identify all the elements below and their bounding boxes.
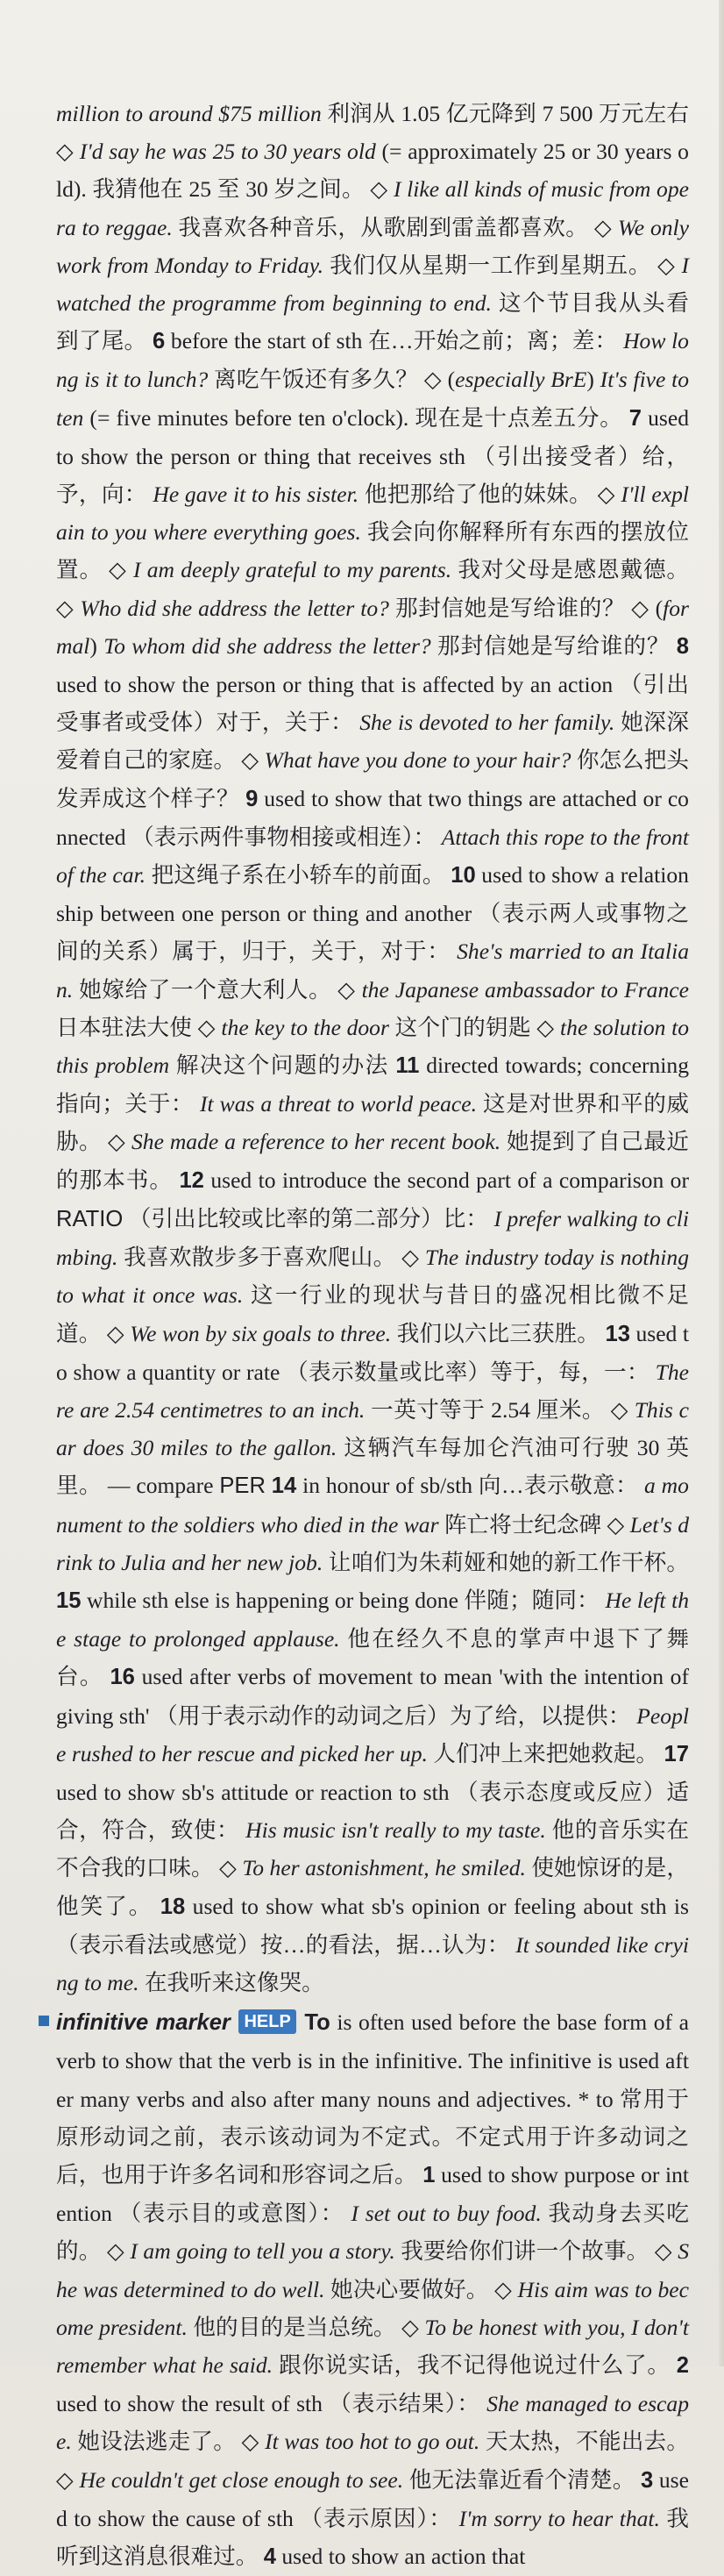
example-sentence: I'd say he was 25 to 30 years old bbox=[79, 139, 376, 165]
example-sentence: What have you done to your hair? bbox=[264, 747, 571, 774]
definition-text: used to show the cause of sth （表示原因）： bbox=[56, 2466, 689, 2531]
sense-number: 14 bbox=[271, 1474, 297, 1499]
definition-text: 阵亡将士纪念碑 ◇ bbox=[438, 1511, 630, 1538]
definition-text: 我动身去买吃的。 ◇ bbox=[56, 2201, 689, 2265]
sense-number: 3 bbox=[641, 2467, 654, 2493]
sense-number: 17 bbox=[664, 1741, 689, 1766]
example-sentence: a monument to the soldiers who died in the war bbox=[56, 1473, 689, 1538]
cross-reference: RATIO bbox=[56, 1206, 124, 1231]
example-sentence: To be honest with you, I don't remember what he said. bbox=[56, 2314, 689, 2378]
definition-text: used to show sb's attitude or reaction to sth （表示态度或反应）适合，符合，致使： bbox=[56, 1779, 689, 1844]
example-sentence: I watched the programme from beginning to end. bbox=[56, 252, 689, 317]
sense-number: 15 bbox=[56, 1588, 82, 1613]
example-sentence: She was determined to do well. bbox=[56, 2238, 689, 2302]
page-edge-shadow bbox=[719, 0, 724, 2366]
example-sentence: To her astonishment, he smiled. bbox=[242, 1855, 526, 1881]
example-sentence: I set out to buy food. bbox=[351, 2201, 542, 2227]
example-sentence: She made a reference to her recent book. bbox=[131, 1129, 501, 1155]
sense-number: 18 bbox=[160, 1894, 186, 1919]
example-sentence: Who did she address the letter to? bbox=[80, 595, 389, 621]
definition-text: ) bbox=[586, 367, 600, 393]
definition-text: used to show purpose or intention （表示目的或意图）： bbox=[56, 2161, 689, 2227]
definition-text: used after verbs of movement to mean 'with the intention of giving sth' （用于表示动作的动词之后）为了给，以提供： bbox=[56, 1664, 689, 1729]
definition-text: 她提到了自己最近的那本书。 bbox=[56, 1129, 690, 1193]
definition-text: 这个节目我从头看到了尾。 bbox=[56, 290, 689, 354]
definition-text: used to show the person or thing that is affected by an action （引出受事者或受体）对于，关于： bbox=[56, 672, 689, 736]
definition-text: 我们以六比三获胜。 bbox=[391, 1320, 606, 1346]
example-sentence: We only work from Monday to Friday. bbox=[56, 214, 690, 278]
definition-text: ) bbox=[89, 632, 104, 659]
example-sentence: He left the stage to prolonged applause. bbox=[56, 1587, 689, 1652]
sense-number: 2 bbox=[676, 2352, 689, 2378]
definition-text: 他无法靠近看个清楚。 bbox=[403, 2466, 642, 2493]
definition-text: 解决这个问题的办法 bbox=[169, 1053, 396, 1079]
example-sentence: She managed to escape. bbox=[56, 2391, 689, 2455]
example-sentence: Attach this rope to the front of the car. bbox=[56, 824, 690, 888]
example-sentence: She is devoted to her family. bbox=[359, 710, 615, 736]
definition-text: 离吃午饭还有多久？ ◇ ( bbox=[208, 367, 456, 393]
example-sentence: It's five to ten bbox=[56, 367, 690, 431]
definition-text: 这是对世界和平的威胁。 ◇ bbox=[56, 1091, 689, 1155]
help-badge: HELP bbox=[238, 2009, 295, 2034]
definition-text: 我对父母是感恩戴德。 ◇ bbox=[56, 557, 689, 621]
example-sentence: His aim was to become president. bbox=[56, 2276, 689, 2340]
example-sentence: It was too hot to go out. bbox=[265, 2429, 480, 2455]
definition-text: 这一行业的现状与昔日的盛况相比微不足道。 ◇ bbox=[56, 1282, 689, 1346]
example-sentence: especially BrE bbox=[455, 367, 587, 393]
example-sentence: His music isn't really to my taste. bbox=[245, 1817, 546, 1844]
infinitive-marker-senses bbox=[56, 2009, 689, 2569]
sense-number: 8 bbox=[676, 633, 689, 659]
sense-number: 11 bbox=[395, 1053, 420, 1079]
example-sentence: I prefer walking to climbing. bbox=[56, 1205, 689, 1271]
definition-text: 她决心要做好。 ◇ bbox=[324, 2276, 518, 2302]
example-sentence: We won by six goals to three. bbox=[130, 1320, 392, 1346]
example-sentence: the Japanese ambassador to France bbox=[361, 976, 689, 1003]
definition-text: 他的目的是当总统。 ◇ bbox=[187, 2314, 425, 2340]
definition-text bbox=[266, 1473, 272, 1498]
example-sentence: He gave it to his sister. bbox=[153, 482, 359, 508]
to-entry-text bbox=[56, 95, 689, 2576]
example-sentence: I am going to tell you a story. bbox=[130, 2238, 395, 2265]
definition-text: in honour of sb/sth 向…表示敬意： bbox=[296, 1473, 645, 1499]
definition-text: used to show an action that bbox=[275, 2544, 526, 2569]
definition-text: 在我听来这像哭。 bbox=[138, 1969, 324, 1995]
definition-text: 那封信她是写给谁的？ bbox=[430, 632, 677, 659]
definition-text: used to show the person or thing that receives sth （引出接受者）给，予，向： bbox=[56, 404, 689, 508]
definition-text: （引出比较或比率的第二部分）比： bbox=[123, 1205, 494, 1231]
definition-text: 她深深爱着自己的家庭。 ◇ bbox=[56, 710, 689, 774]
definition-text: while sth else is happening or being done 伴随；随同： bbox=[81, 1587, 606, 1613]
definition-text: 那封信她是写给谁的？ ◇ ( bbox=[388, 595, 664, 621]
definition-text: 这个门的钥匙 ◇ bbox=[388, 1014, 561, 1040]
section-marker-square bbox=[39, 2016, 49, 2026]
infinitive-marker-section bbox=[56, 2003, 689, 2576]
sense-number: 1 bbox=[422, 2162, 436, 2187]
definition-text: 我要给你们讲一个故事。 ◇ bbox=[394, 2238, 678, 2265]
definition-text: 跟你说实话，我不记得他说过什么了。 bbox=[273, 2351, 677, 2378]
definition-text: used to show the result of sth （表示结果）： bbox=[56, 2391, 487, 2417]
sense-number: 12 bbox=[179, 1167, 204, 1193]
example-sentence: It sounded like crying to me. bbox=[56, 1931, 689, 1995]
definition-text: used to introduce the second part of a comparison or bbox=[203, 1167, 689, 1193]
definition-text: 利润从 1.05 亿元降到 7 500 万元左右 ◇ bbox=[56, 101, 689, 165]
to-entry-senses bbox=[56, 95, 689, 2002]
sense-number: 7 bbox=[628, 405, 642, 431]
example-sentence: I like all kinds of music from opera to reggae. bbox=[56, 176, 689, 240]
definition-text: 我喜欢散步多于喜欢爬山。 ◇ bbox=[117, 1245, 425, 1271]
definition-text: 这辆汽车每加仑汽油可行驶 30 英里。 — compare bbox=[56, 1435, 689, 1499]
definition-text: before the start of sth 在…开始之前；离；差： bbox=[165, 328, 624, 354]
definition-text: 我们仅从星期一工作到星期五。 ◇ bbox=[323, 252, 682, 278]
example-sentence: This car does 30 miles to the gallon. bbox=[56, 1396, 690, 1461]
definition-text: 人们冲上来把她救起。 bbox=[427, 1740, 664, 1766]
example-sentence: She's married to an Italian. bbox=[56, 938, 689, 1003]
definition-text: 他把那给了他的妹妹。 ◇ bbox=[358, 482, 621, 508]
definition-text: 他在经久不息的掌声中退下了舞台。 bbox=[56, 1626, 689, 1690]
definition-text: 天太热，不能出去。 ◇ bbox=[56, 2429, 689, 2493]
example-sentence: I'm sorry to hear that. bbox=[458, 2505, 660, 2531]
sense-number: 4 bbox=[263, 2544, 276, 2569]
sense-number: 16 bbox=[110, 1665, 135, 1690]
example-sentence: the solution to this problem bbox=[56, 1014, 690, 1079]
example-sentence: million to around $75 million bbox=[56, 101, 322, 126]
definition-text: 使她惊讶的是，他笑了。 bbox=[56, 1855, 689, 1919]
example-sentence: Let's drink to Julia and her new job. bbox=[56, 1511, 689, 1575]
definition-text: (= five minutes before ten o'clock). 现在是十点差五分。 bbox=[83, 404, 629, 431]
definition-text: 一英寸等于 2.54 厘米。 ◇ bbox=[365, 1396, 635, 1423]
definition-text: 我听到这消息很难过。 bbox=[56, 2505, 689, 2569]
definition-text: directed towards; concerning 指向；关于： bbox=[56, 1053, 689, 1117]
headword-infinitive-marker: infinitive marker bbox=[56, 2010, 231, 2036]
example-sentence: the key to the door bbox=[221, 1014, 389, 1040]
example-sentence: It was a threat to world peace. bbox=[200, 1091, 478, 1117]
definition-text: used to show what sb's opinion or feeling about sth is （表示看法或感觉）按…的看法，据…认为： bbox=[56, 1893, 690, 1958]
definition-text: 我喜欢各种音乐，从歌剧到雷盖都喜欢。 ◇ bbox=[172, 214, 618, 240]
definition-text: 日本驻法大使 ◇ bbox=[56, 1014, 222, 1040]
definition-text: 你怎么把头发弄成这个样子？ bbox=[56, 747, 690, 811]
definition-text: 让咱们为朱莉娅和她的新工作干杯。 bbox=[323, 1549, 689, 1575]
example-sentence: People rushed to her rescue and picked her up. bbox=[56, 1702, 689, 1766]
definition-text: 她设法逃走了。 ◇ bbox=[71, 2429, 266, 2455]
definition-text: 她嫁给了一个意大利人。 ◇ bbox=[73, 976, 362, 1003]
definition-text: used to show that two things are attached or connected （表示两件事物相接或相连）： bbox=[56, 785, 689, 850]
cross-reference: PER bbox=[219, 1474, 266, 1499]
definition-text: used to show a relationship between one person or thing and another （表示两人或事物之间的关系）属于，归于，关于，对于： bbox=[56, 862, 689, 965]
definition-text: (= approximately 25 or 30 years old). 我猜他在 25 至 30 岁之间。 ◇ bbox=[56, 139, 689, 203]
example-sentence: To whom did she address the letter? bbox=[103, 632, 431, 659]
definition-text: 他的音乐实在不合我的口味。 ◇ bbox=[56, 1817, 689, 1881]
sense-number: 13 bbox=[605, 1321, 630, 1346]
example-sentence: He couldn't get close enough to see. bbox=[79, 2466, 404, 2493]
definition-text: 我会向你解释所有东西的摆放位置。 ◇ bbox=[56, 519, 689, 583]
definition-text: used to show a quantity or rate （表示数量或比率）等于，每，一： bbox=[56, 1320, 689, 1385]
definition-text: is often used before the base form of a verb to show that the verb is in the infinitive. The infinitive is used after many verbs and also after many nouns and adjectives. * to 常用于原形动词之前，表示该动词为不定式。不定式用于许多动词之后，也用于许多名词和形容词之后。 bbox=[56, 2009, 689, 2187]
sense-number: To bbox=[304, 2010, 330, 2036]
sense-number: 10 bbox=[451, 863, 476, 888]
sense-number: 9 bbox=[245, 786, 259, 811]
sense-number: 6 bbox=[153, 329, 166, 354]
example-sentence: I'll explain to you where everything goes. bbox=[56, 482, 689, 546]
example-sentence: There are 2.54 centimetres to an inch. bbox=[56, 1359, 689, 1423]
example-sentence: I am deeply grateful to my parents. bbox=[132, 557, 452, 583]
example-sentence: How long is it to lunch? bbox=[56, 328, 689, 393]
example-sentence: The industry today is nothing to what it once was. bbox=[56, 1245, 689, 1309]
definition-text: 把这绳子系在小轿车的前面。 bbox=[146, 862, 451, 888]
example-sentence: formal bbox=[56, 595, 689, 659]
